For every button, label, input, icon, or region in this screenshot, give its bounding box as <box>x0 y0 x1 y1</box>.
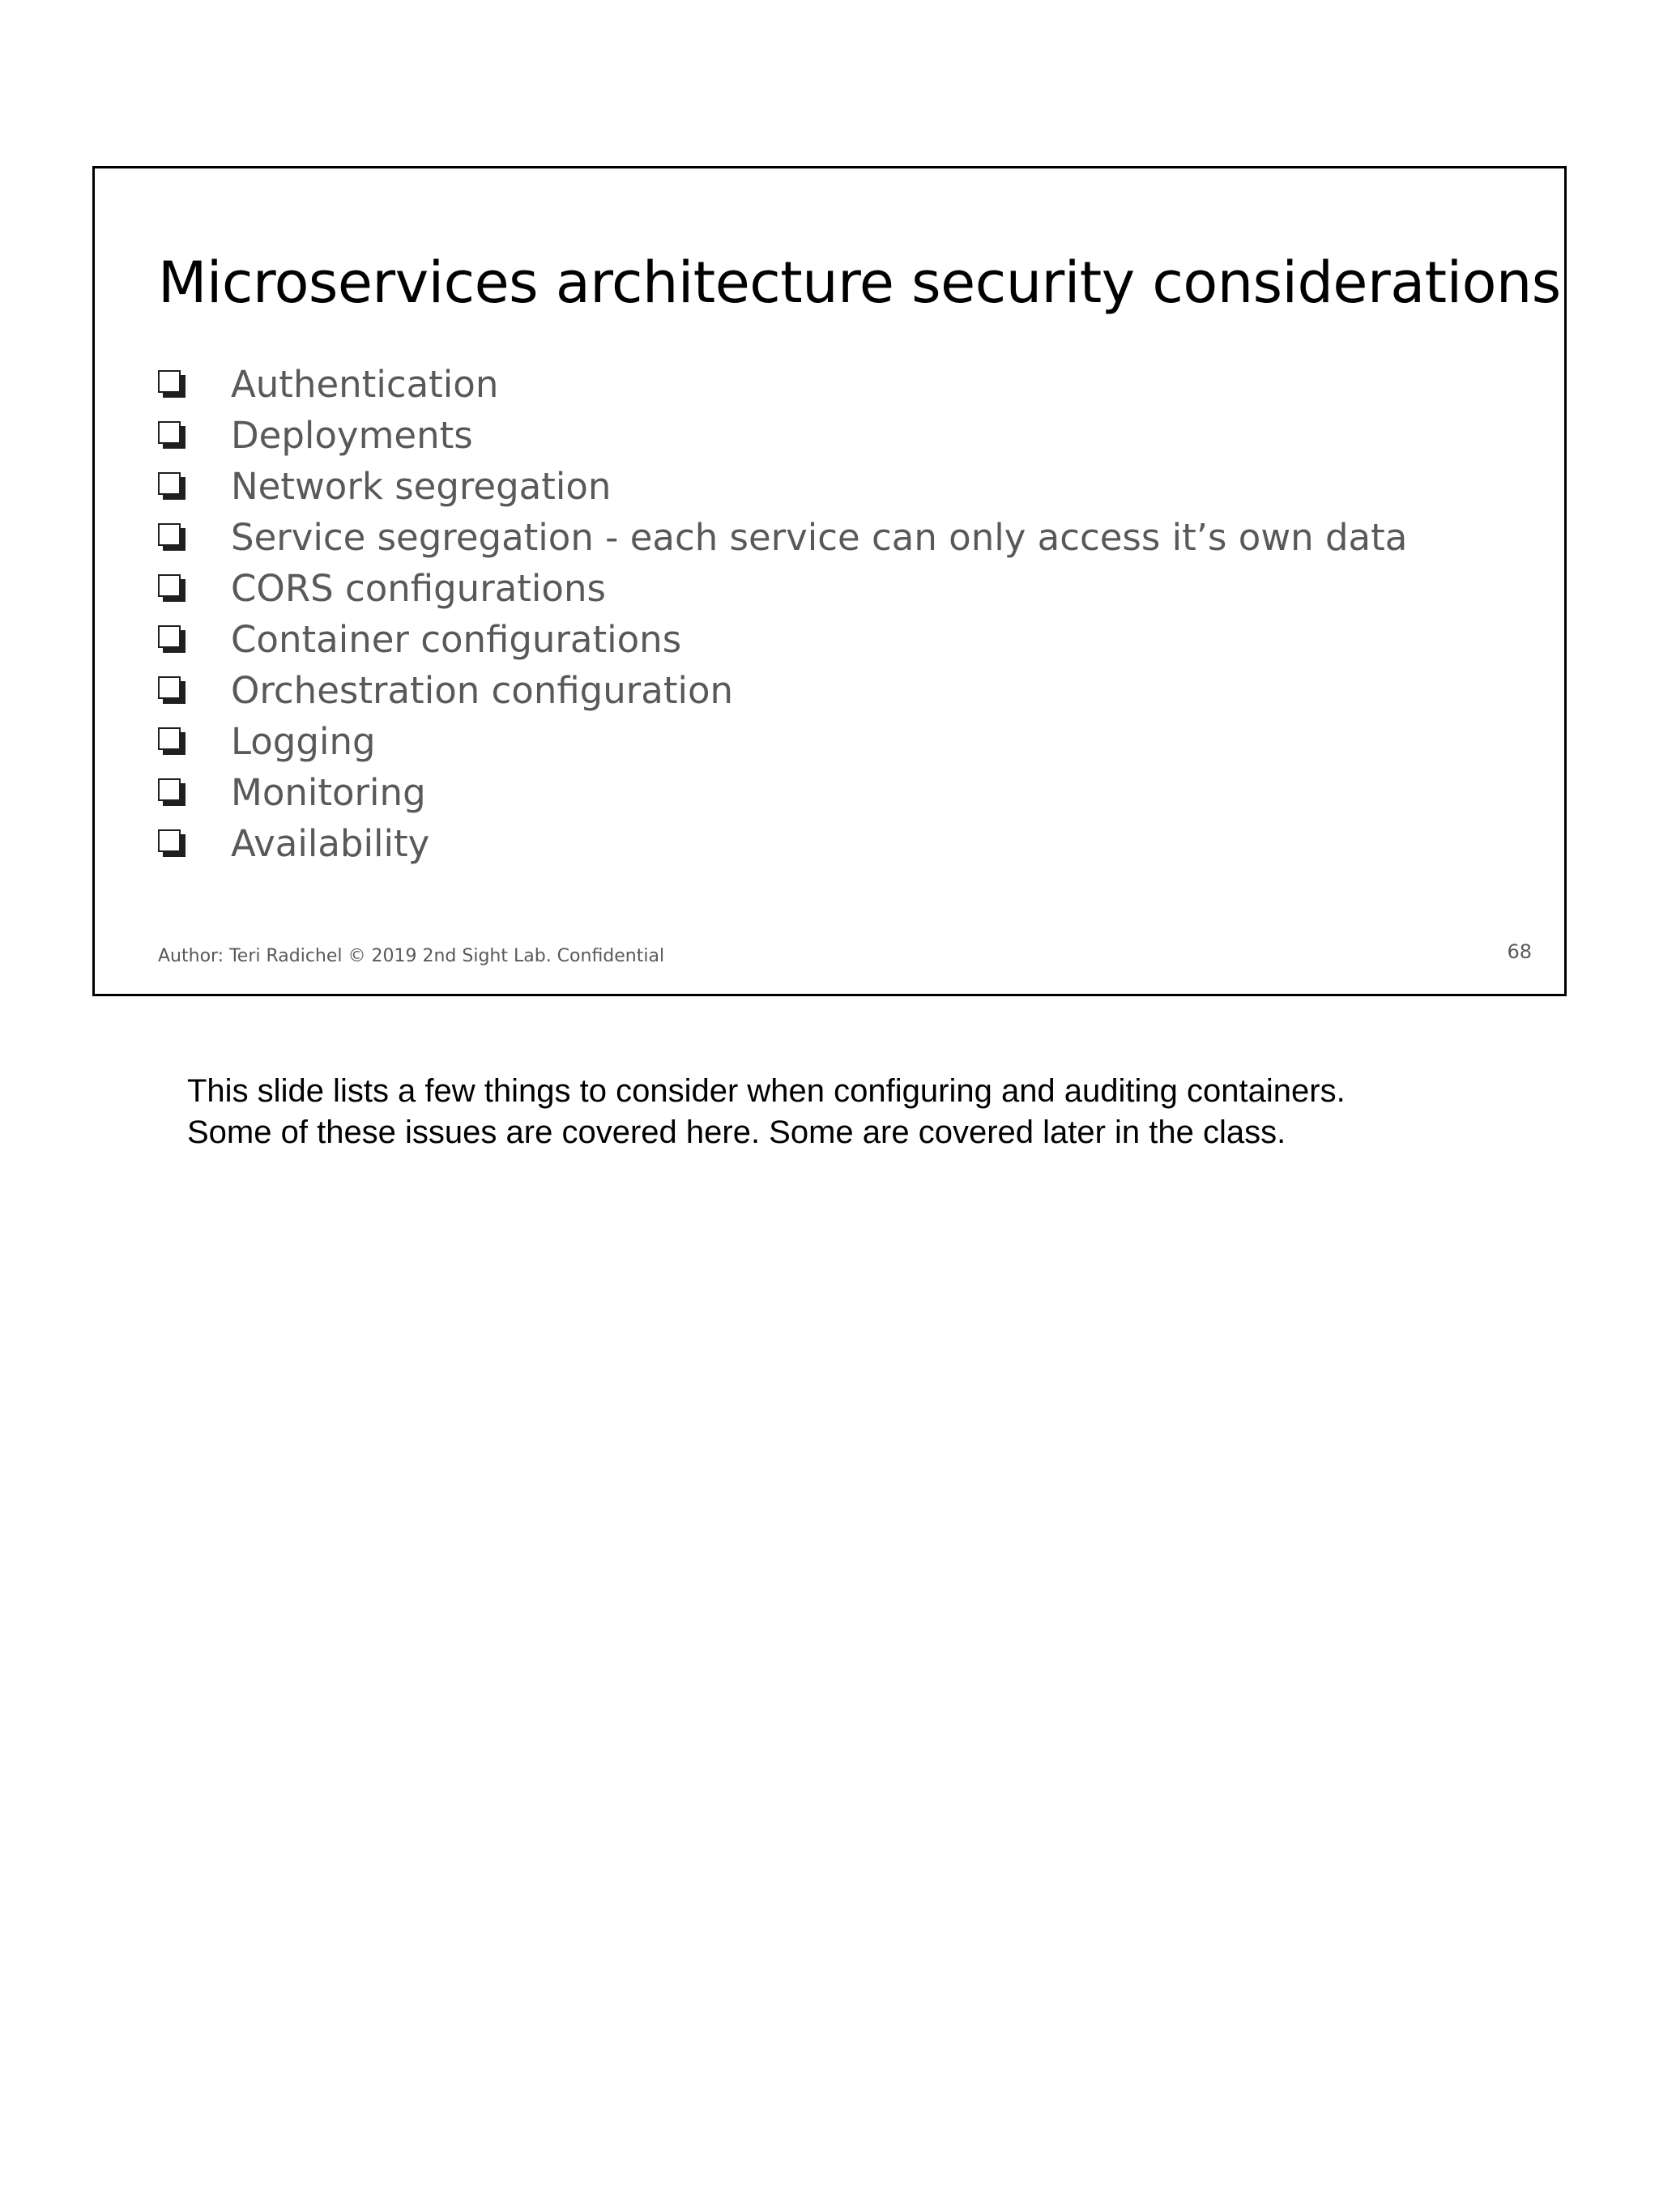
list-item <box>158 461 1407 512</box>
list-item <box>158 410 1407 461</box>
list-item <box>158 818 1407 869</box>
checkbox-icon <box>158 523 187 552</box>
list-item-label: Logging <box>231 720 376 763</box>
bullet-list <box>158 359 1407 869</box>
speaker-notes <box>187 1071 1346 1153</box>
list-item-label: Container configurations <box>231 618 682 661</box>
list-item <box>158 512 1407 563</box>
list-item <box>158 767 1407 818</box>
checkbox-icon <box>158 625 187 654</box>
checkbox-icon <box>158 829 187 859</box>
list-item <box>158 665 1407 716</box>
notes-line: Some of these issues are covered here. Some are covered later in the class. <box>187 1115 1286 1150</box>
checkbox-icon <box>158 574 187 603</box>
notes-line: This slide lists a few things to consider when configuring and auditing containers. <box>187 1073 1346 1109</box>
list-item-label: Monitoring <box>231 771 426 814</box>
list-item <box>158 614 1407 665</box>
list-item <box>158 359 1407 410</box>
checkbox-icon <box>158 778 187 808</box>
list-item-label: Availability <box>231 822 430 865</box>
slide-footer: Author: Teri Radichel © 2019 2nd Sight Lab. Confidential <box>158 946 665 966</box>
list-item <box>158 563 1407 614</box>
checkbox-icon <box>158 727 187 757</box>
checkbox-icon <box>158 676 187 705</box>
list-item-label: Network segregation <box>231 465 612 508</box>
checkbox-icon <box>158 421 187 450</box>
list-item-label: CORS configurations <box>231 567 606 610</box>
list-item-label: Deployments <box>231 414 473 457</box>
list-item-label: Service segregation - each service can only access it’s own data <box>231 516 1408 559</box>
list-item-label: Orchestration configuration <box>231 669 734 712</box>
slide-title: Microservices architecture security considerations <box>158 249 1561 316</box>
slide <box>92 166 1567 996</box>
slide-page-number: 68 <box>1507 940 1532 963</box>
checkbox-icon <box>158 370 187 399</box>
list-item-label: Authentication <box>231 363 499 406</box>
checkbox-icon <box>158 472 187 501</box>
list-item <box>158 716 1407 767</box>
